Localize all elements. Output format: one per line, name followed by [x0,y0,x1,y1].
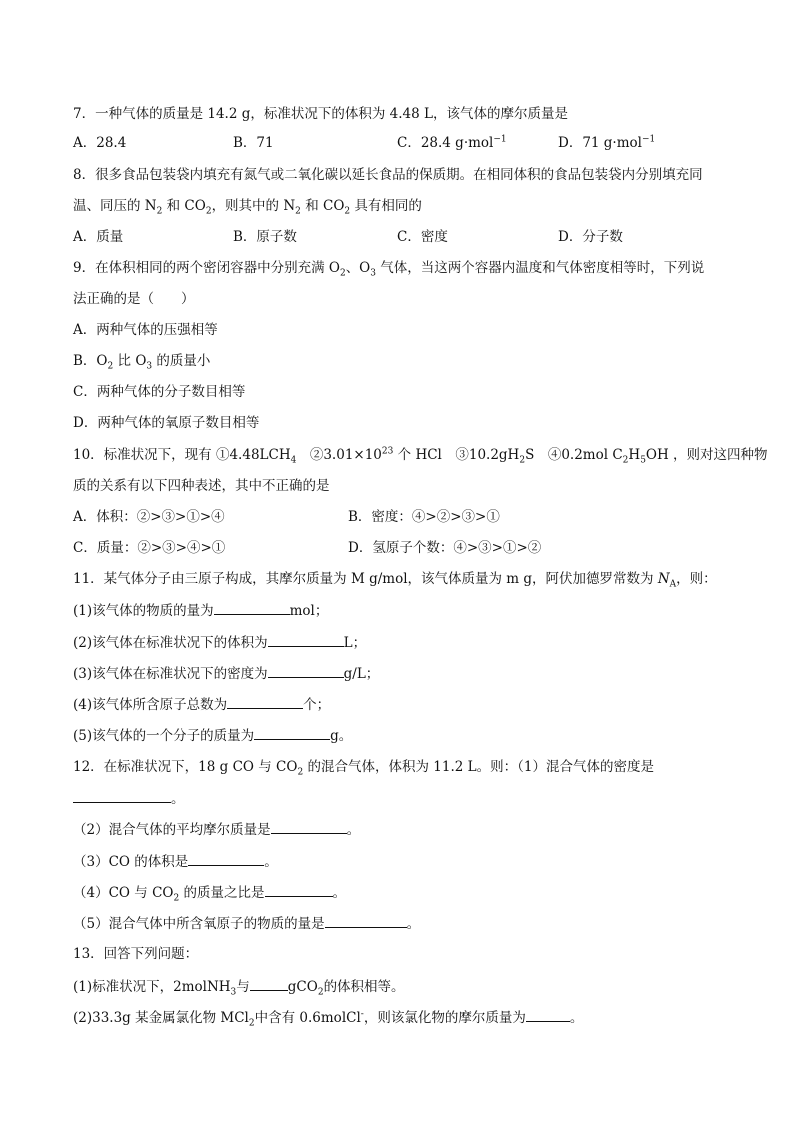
q9-option-b: B．$O_2$ 比 $O_3$ 的质量小 [73,353,211,372]
q12-item-1-answer: 。 [73,788,185,809]
q8-options [73,227,723,247]
q10-options-row1 [73,507,723,527]
answer-blank[interactable] [268,632,344,647]
q10-stem-line1: 10．标准状况下，现有 $①4.48LCH_4$ $②3.01\times 10^{23}$ 个 HCl $③10.2gH_2S$ ④0.2mol $C_2H_5OH$ ，则对这四种物 [73,446,768,466]
q11-item-4: (4)该气体所含原子总数为 个； [73,694,330,715]
answer-blank[interactable] [268,663,344,678]
answer-blank[interactable] [227,694,303,709]
q8-stem-line1: 8．很多食品包装袋内填充有氮气或二氧化碳以延长食品的保质期。在相同体积的食品包装袋内分别填充同 [73,167,703,183]
q12-item-4: （4）CO 与 $CO_2$ 的质量之比是 。 [73,882,346,903]
answer-blank[interactable] [325,913,407,928]
q10-option-d: D．氢原子个数：④>③>①>② [348,540,542,556]
answer-blank[interactable] [526,1007,570,1022]
q8-stem-line2: 温、同压的 $N_2$ 和 $CO_2$，则其中的 $N_2$ 和 $CO_2$ 具有相同的 [73,198,422,217]
q7-option-b: B．71 [233,135,274,151]
answer-blank[interactable] [265,882,333,897]
answer-blank[interactable] [254,725,330,740]
q10-options-row2 [73,538,723,558]
q7-option-d: D．71 g·mol$^{-1}$ [558,134,656,151]
q9-option-c: C．两种气体的分子数目相等 [73,384,246,400]
q13-item-1: (1)标准状况下，2molNH$_3$与 gCO$_2$的体积相等。 [73,976,405,997]
q7-option-c: C．28.4 g·mol$^{-1}$ [397,134,507,151]
q11-item-1: (1)该气体的物质的量为 mol； [73,600,328,621]
q9-stem-line2: 法正确的是（ ） [73,291,195,307]
q11-stem: 11．某气体分子由三原子构成，其摩尔质量为 M g/mol，该气体质量为 m g，阿伏加德罗常数为 $N_A$，则： [73,571,717,590]
q7-stem: 7．一种气体的质量是 14.2 g，标准状况下的体积为 4.48 L，该气体的摩尔质量是 [73,106,568,122]
q7-option-a: A．28.4 [73,135,127,151]
q8-option-c: C．密度 [397,229,448,245]
q8-option-b: B．原子数 [233,229,297,245]
answer-blank[interactable] [271,819,347,834]
q9-option-d: D．两种气体的氧原子数目相等 [73,415,260,431]
q10-option-c: C．质量：②>③>④>① [73,540,226,556]
q13-item-2: (2)33.3g 某金属氯化物 MCl$_2$中含有 0.6molCl-，则该氯化物的摩尔质量为 。 [73,1007,583,1028]
q9-option-a: A．两种气体的压强相等 [73,322,218,338]
q8-option-d: D．分子数 [558,229,623,245]
answer-blank[interactable] [188,851,264,866]
answer-blank[interactable] [73,788,171,803]
q7-options [73,133,723,153]
q12-stem: 12．在标准状况下，18 g CO 与 $CO_2$ 的混合气体，体积为 11.2 L。则：（1）混合气体的密度是 [73,759,654,778]
q11-item-3: (3)该气体在标准状况下的密度为 g/L； [73,663,379,684]
q12-item-5: （5）混合气体中所含氧原子的物质的量是 。 [73,913,420,934]
q10-option-b: B．密度：④>②>③>① [348,509,500,525]
q8-option-a: A．质量 [73,229,124,245]
q9-stem-line1: 9．在体积相同的两个密闭容器中分别充满 $O_2$、$O_3$ 气体，当这两个容器内温度和气体密度相等时，下列说 [73,260,705,279]
q10-stem-line2: 质的关系有以下四种表述，其中不正确的是 [73,478,330,494]
answer-blank[interactable] [214,600,290,615]
answer-blank[interactable] [250,976,288,991]
q10-option-a: A．体积：②>③>①>④ [73,509,225,525]
q13-stem: 13．回答下列问题： [73,946,199,962]
q11-item-5: (5)该气体的一个分子的质量为 g。 [73,725,352,746]
q12-item-3: （3）CO 的体积是 。 [73,851,278,872]
q12-item-2: （2）混合气体的平均摩尔质量是 。 [73,819,360,840]
q11-item-2: (2)该气体在标准状况下的体积为 L； [73,632,366,653]
